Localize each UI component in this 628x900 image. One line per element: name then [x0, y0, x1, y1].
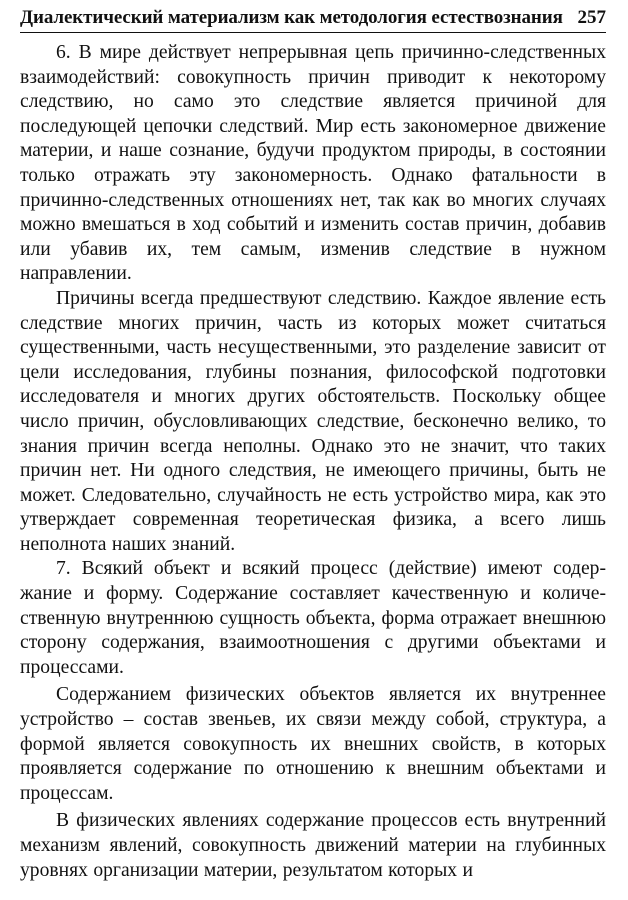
paragraph-causality-chain: 6. В мире действует непрерывная цепь причинно-следственных взаимодействий: совокупность причин приводит к некоторому следствию, но само это следствие является причиной для последующей цепочки следствий. Мир есть закономерное движение материи, и наше сознание, будучи продуктом природы, в состоянии только отражать эту закономерность. Однако фатальности в причинно-следственных отношениях нет, так как во многих случаях можно вмешаться в ход событий и изменить состав причин, добавив или убавив их, тем самым, изменив следствие в нужном направлении. [20, 42, 606, 285]
paragraph-content-and-form: 7. Всякий объект и всякий процесс (действие) имеют содержание и форму. Содержание составляет качественную и количественную внутреннюю сущность объекта, форма отражает внешнюю сторону содержания, взаимоотношения с другими объектами и процессами. [20, 558, 606, 678]
paragraph-physical-objects-content: Содержанием физических объектов является их внутреннее устройство – состав звеньев, их связи между собой, структура, а формой является совокупность их внешних свойств, в которых проявляется содержание по отношению к внешним объектами и процессам. [20, 684, 606, 804]
paragraph-physical-phenomena: В физических явлениях содержание процессов есть внутренний механизм явлений, совокупность движений материи на глубинных уровнях организации материи, результатом которых и [20, 810, 606, 881]
paragraph-causes-precede: Причины всегда предшествуют следствию. Каждое явление есть следствие многих причин, часть из которых может считаться существенными, часть несущественными, это разделение зависит от цели исследования, глубины познания, философской подготовки исследователя и многих других обстоятельств. Поскольку общее число причин, обусловливающих следствие, бесконечно велико, то знания причин всегда неполны. Однако это не значит, что таких причин нет. Ни одного следствия, не имеющего причины, быть не может. Следовательно, случайность не есть устройство мира, как это утверждает современная теоретическая физика, а всего лишь неполнота наших знаний. [20, 287, 606, 555]
page-number: 257 [577, 7, 606, 28]
running-header [20, 6, 606, 33]
header-title: Диалектический материализм как методология естествознания [20, 7, 563, 28]
body-text [20, 41, 606, 883]
